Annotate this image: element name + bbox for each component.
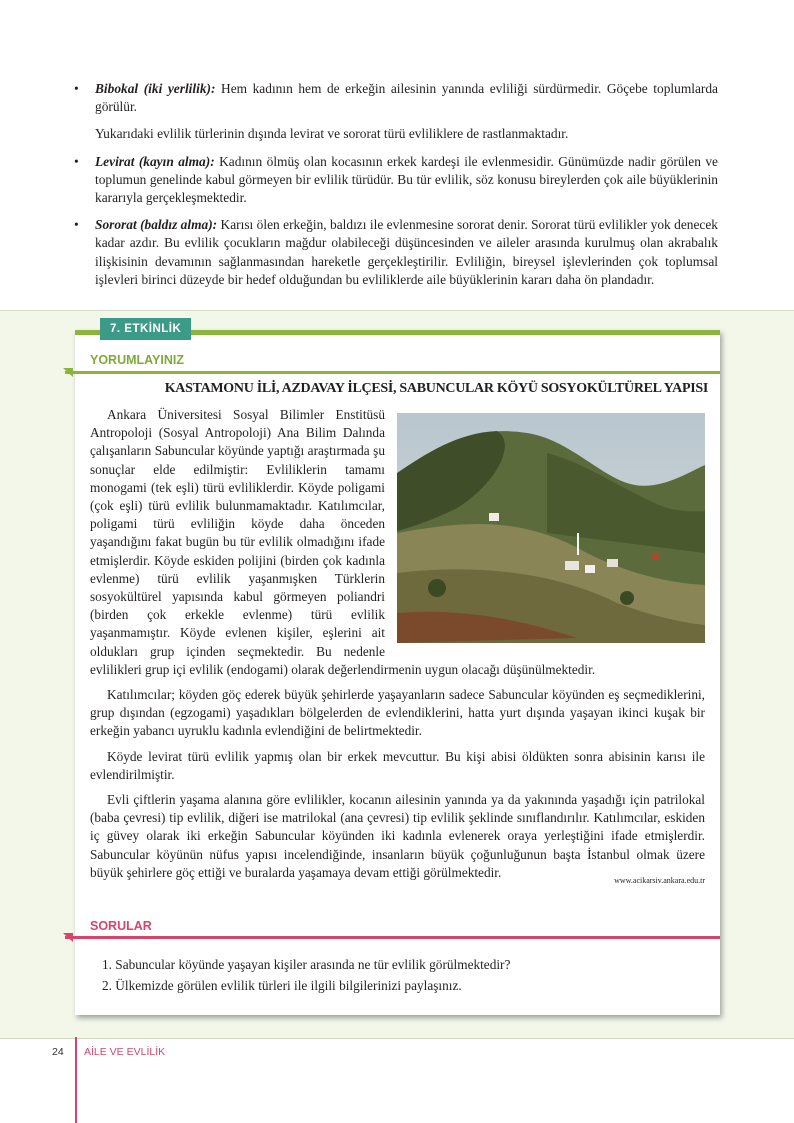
term-levirat: Levirat (kayın alma): <box>95 153 215 169</box>
activity-card <box>75 323 720 1015</box>
bullet-item-bibokal <box>74 80 718 116</box>
definition-sororat: Karısı ölen erkeğin, baldızı ile evlenmesine sororat denir. Sororat türü evlilikler yok denecek kadar azdır. Bu evlilik çocukların mağdur olabileceği düşüncesinden ve aileler arasında kurulmuş olan akrabalık ilişkisinin devamının sağlanmasından hareketle gerçekleştirilir. Evliliğin, bireysel işlevlerinden çok toplumsal işlevleri birinci düzeyde bir hedef olduğundan bu evliliklerde aile büyüklerinin kararı daha ön plandadır. <box>95 217 718 287</box>
source-credit: www.acikarsiv.ankara.edu.tr <box>614 876 705 885</box>
bullet-dot: • <box>74 81 79 96</box>
footer-divider <box>75 1037 77 1123</box>
article-title: KASTAMONU İLİ, AZDAVAY İLÇESİ, SABUNCULAR KÖYÜ SOSYOKÜLTÜREL YAPISI <box>164 381 708 396</box>
definition-bibokal: Hem kadının hem de erkeğin ailesinin yanında evliliği sürdürmedir. Göçebe toplumlarda görülür. <box>95 81 718 115</box>
bullet-dot: • <box>74 153 79 169</box>
bullet-item-levirat <box>74 153 718 208</box>
section-divider <box>65 371 720 374</box>
question-list <box>102 955 702 996</box>
article-paragraph: Evli çiftlerin yaşama alanına göre evlilikler, kocanın ailesinin yanında ya da yakınında yaşadığı için patrilokal (baba çevresi) tip evlilik, diğeri ise matrilokal (ana çevresi) tip evlilik şeklinde sınıflandırılır. Katılımcılar, eskiden iç güvey olarak iki erkeğin Sabuncular köyünden iki kadınla evlenerek oraya yerleştiğini ifade etmişlerdir. Sabuncular köyünün nüfus yapısı incelendiğinde, insanların büyük çoğunluğunun başta İstanbul olmak üzere büyük şehirlere göç ettiği ve buralarda yaşamaya devam ettiği görülmektedir. <box>90 792 705 880</box>
questions-divider <box>65 936 720 939</box>
intro-line: Yukarıdaki evlilik türlerinin dışında levirat ve sororat türü evliliklere de rastlanmaktadır. <box>95 126 569 142</box>
question-item: 1. Sabuncular köyünde yaşayan kişiler arasında ne tür evlilik görülmektedir? <box>102 957 511 972</box>
term-bibokal: Bibokal (iki yerlilik): <box>95 81 216 96</box>
article-paragraph: Köyde levirat türü evlilik yapmış olan bir erkek mevcuttur. Bu kişi abisi öldükten sonra abisinin karısı ile evlendirilmiştir. <box>90 748 705 782</box>
section-label-yorumlayiniz: YORUMLAYINIZ <box>90 353 184 367</box>
definition-levirat: Kadının ölmüş olan kocasının erkek kardeşi ile evlenmesidir. Günümüzde nadir görülen ve toplumun genelinde kabul görmeyen bir evlilik türüdür. Bu tür evlilik, söz konusu bireylerden çok aile büyüklerinin kararıyla gerçekleşmektedir. <box>95 153 718 206</box>
definition-list <box>74 80 718 298</box>
bullet-item-sororat <box>74 216 718 289</box>
section-label-sorular: SORULAR <box>90 919 152 933</box>
village-landscape-photo <box>397 413 705 643</box>
activity-tab: 7. ETKİNLİK <box>100 318 191 340</box>
page-number: 24 <box>52 1046 64 1058</box>
bullet-dot: • <box>74 217 79 233</box>
question-item: 2. Ülkemizde görülen evlilik türleri ile ilgili bilgilerinizi paylaşınız. <box>102 977 462 993</box>
term-sororat: Sororat (baldız alma): <box>95 217 218 233</box>
footer-chapter-title: AİLE VE EVLİLİK <box>84 1046 166 1058</box>
article-body <box>90 406 705 889</box>
article-paragraph: Katılımcılar; köyden göç ederek büyük şehirlerde yaşayanların sadece Sabuncular köyünden eş seçmediklerini, grup dışından (egzogami) yaşadıkları bölgelerden de evlendiklerini, hatta yurt dışında yaşayan ikinci kuşak bir erkeğin yabancı uyruklu kadınla evlendiğini de belirtmektedir. <box>90 687 705 739</box>
article-paragraph: Ankara Üniversitesi Sosyal Bilimler Enstitüsü Antropoloji (Sosyal Antropoloji) Ana Bilim Dalında çalışanların Sabuncular köyünde yaptığı araştırmada şu sonuçlar elde edilmiştir: Evliliklerin tamamı monogami (tek eşli) türü evliliklerdir. Köyde poligami (çok eşli) türü evlilik bulunmamaktadır. Katılımcılar, poligami türü evliliğin köyde daha önceden yaşandığını fakat bugün bu tür evlilik olmadığını ifade etmişlerdir. Köyde eskiden polijini (birden çok kadınla evlenme) türü evlilik yaşanmışken Türklerin sosyokültürel yapısında kabul görmeyen poliandri (birden çok erkekle evlenme) türü evlilik yaşanmamıştır. Köyde evlenen kişiler, eşlerini ait oldukları grup içinden seçmektedir. Bu nedenle evlilikleri grup içi evlilik (endogami) olarak değerlendirmenin uygun olacağı düşünülmektedir. <box>90 407 596 677</box>
